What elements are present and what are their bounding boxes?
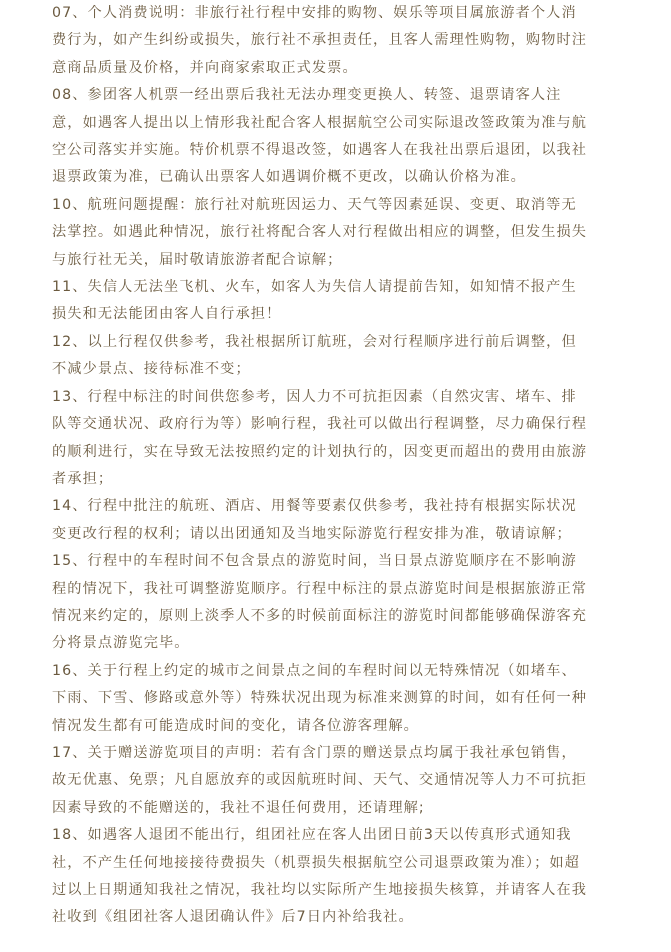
text-line: 08、参团客人机票一经出票后我社无法办理变更换人、转签、退票请客人注: [52, 87, 562, 104]
text-line: 与旅行社无关，届时敬请旅游者配合谅解；: [52, 251, 343, 268]
clause-10: [52, 192, 627, 274]
clause-15: [52, 548, 627, 658]
text-line: 10、航班问题提醒：旅行社对航班因运力、天气等因素延误、变更、取消等无: [52, 196, 577, 213]
text-line: 意商品质量及价格，并向商家索取正式发票。: [52, 59, 358, 76]
text-line: 不减少景点、接待标准不变；: [52, 361, 251, 378]
text-line: 社收到《组团社客人退团确认件》后7日内补给我社。: [52, 909, 414, 926]
clause-14: [52, 493, 627, 548]
text-line: 损失和无法能团由客人自行承担！: [52, 306, 282, 323]
text-line: 16、关于行程上约定的城市之间景点之间的车程时间以无特殊情况（如堵车、: [52, 662, 577, 679]
text-line: 18、如遇客人退团不能出行，组团社应在客人出团日前3天以传真形式通知我: [52, 827, 572, 844]
text-line: 的顺利进行，实在导致无法按照约定的计划执行的，因变更而超出的费用由旅游: [52, 443, 588, 460]
text-line: 情况来约定的，原则上淡季人不多的时候前面标注的游览时间都能够确保游客充: [52, 607, 588, 624]
clause-08: [52, 82, 627, 192]
terms-clauses: [52, 0, 627, 932]
text-line: 程的情况下，我社可调整游览顺序。行程中标注的景点游览时间是根据旅游正常: [52, 580, 588, 597]
text-line: 费行为，如产生纠纷或损失，旅行社不承担责任，且客人需理性购物，购物时注: [52, 32, 588, 49]
clause-17: [52, 740, 627, 822]
text-line: 过以上日期通知我社之情况，我社均以实际所产生地接损失核算，并请客人在我: [52, 882, 588, 898]
text-line: 15、行程中的车程时间不包含景点的游览时间，当日景点游览顺序在不影响游: [52, 553, 577, 570]
text-line: 07、个人消费说明：非旅行社行程中安排的购物、娱乐等项目属旅游者个人消: [52, 5, 577, 21]
text-line: 空公司落实并实施。特价机票不得退改签，如遇客人在我社出票后退团，以我社: [52, 142, 588, 159]
text-line: 12、以上行程仅供参考，我社根据所订航班，会对行程顺序进行前后调整，但: [52, 333, 577, 350]
clause-07: [52, 0, 627, 82]
text-line: 因素导致的不能赠送的，我社不退任何费用，还请理解;: [52, 799, 425, 816]
text-line: 法掌控。如遇此种情况，旅行社将配合客人对行程做出相应的调整，但发生损失: [52, 224, 588, 241]
text-line: 故无优惠、免票；凡自愿放弃的或因航班时间、天气、交通情况等人力不可抗拒: [52, 772, 588, 789]
text-line: 17、关于赠送游览项目的声明：若有含门票的赠送景点均属于我社承包销售，: [52, 744, 577, 761]
clause-13: [52, 384, 627, 494]
clause-18: [52, 822, 627, 932]
clause-12: [52, 329, 627, 384]
text-line: 变更改行程的权利；请以出团通知及当地实际游览行程安排为准，敬请谅解；: [52, 525, 572, 542]
text-line: 11、失信人无法坐飞机、火车，如客人为失信人请提前告知，如知情不报产生: [52, 279, 577, 296]
text-line: 者承担；: [52, 470, 114, 487]
text-line: 退票政策为准，已确认出票客人如遇调价概不更改，以确认价格为准。: [52, 169, 526, 186]
text-line: 13、行程中标注的时间供您参考，因人力不可抗拒因素（自然灾害、堵车、排: [52, 388, 577, 405]
clause-16: [52, 658, 627, 740]
text-line: 意，如遇客人提出以上情形我社配合客人根据航空公司实际退改签政策为准与航: [52, 114, 588, 131]
text-line: 情况发生都有可能造成时间的变化，请各位游客理解。: [52, 717, 419, 734]
text-line: 社，不产生任何地接接待费损失（机票损失根据航空公司退票政策为准）；如超: [52, 854, 580, 871]
text-line: 队等交通状况、政府行为等）影响行程，我社可以做出行程调整，尽力确保行程: [52, 416, 588, 433]
text-line: 下雨、下雪、修路或意外等）特殊状况出现为标准来测算的时间，如有任何一种: [52, 690, 588, 707]
text-line: 14、行程中批注的航班、酒店、用餐等要素仅供参考，我社持有根据实际状况: [52, 498, 577, 515]
text-line: 分将景点游览完毕。: [52, 635, 190, 652]
clause-11: [52, 274, 627, 329]
